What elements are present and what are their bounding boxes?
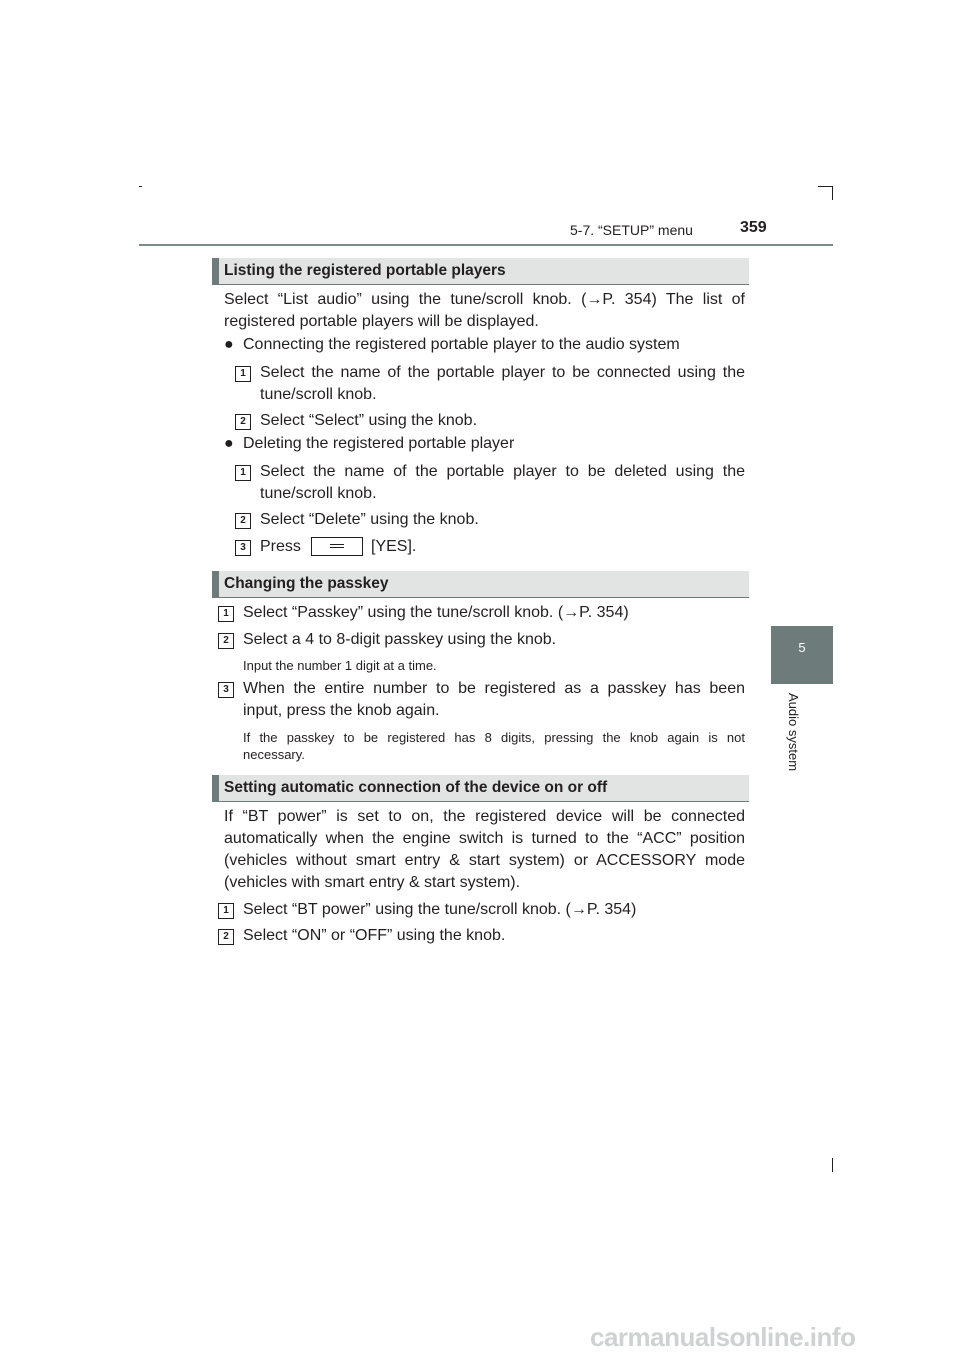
passkey-step3-note-line1: If the passkey to be registered has 8 digits, pressing the knob again is not (243, 730, 745, 745)
step-number-box: 1 (218, 606, 234, 622)
page-number: 359 (740, 219, 767, 236)
crop-mark-top-right (832, 186, 833, 200)
connect-step1-line2: tune/scroll knob. (260, 386, 377, 403)
chapter-tab (771, 626, 833, 684)
section-bar-passkey (212, 571, 749, 598)
chapter-number: 5 (798, 640, 806, 655)
auto-intro-line1: If “BT power” is set to on, the registered device will be connected (224, 808, 745, 825)
step-number-box: 2 (235, 513, 251, 529)
step-number-box: 2 (218, 929, 234, 945)
section-title-listing: Listing the registered portable players (224, 262, 506, 279)
listing-intro-line1: Select “List audio” using the tune/scroll knob. (→P. 354) The list of (224, 291, 745, 308)
step-number-box: 1 (218, 903, 234, 919)
auto-step1: Select “BT power” using the tune/scroll knob. (→P. 354) (243, 901, 637, 918)
crop-mark-bottom-right (832, 1158, 833, 1172)
section-title-auto-connect: Setting automatic connection of the device on or off (224, 779, 608, 796)
delete-step1-line1: Select the name of the portable player to be deleted using the (260, 463, 745, 480)
delete-step3-press: Press (260, 538, 301, 555)
passkey-step2-note: Input the number 1 digit at a time. (243, 658, 437, 673)
step-number-box: 1 (235, 465, 251, 481)
header-rule (139, 244, 833, 246)
section-title-passkey: Changing the passkey (224, 575, 389, 592)
chapter-label: Audio system (786, 693, 801, 772)
connect-step1-line1: Select the name of the portable player to be connected using the (260, 364, 745, 381)
footer-watermark: carmanualsonline.info (590, 1322, 856, 1352)
connect-step2: Select “Select” using the knob. (260, 412, 478, 429)
crop-mark-top-right-h (818, 186, 832, 187)
step-number-box: 2 (218, 633, 234, 649)
step-number-box: 1 (235, 366, 251, 382)
crop-mark-top-left (139, 186, 142, 187)
auto-intro-line2: automatically when the engine switch is turned to the “ACC” position (224, 830, 745, 847)
auto-intro-line3: (vehicles without smart entry & start system) or ACCESSORY mode (224, 852, 745, 869)
passkey-step3-note-line2: necessary. (243, 747, 305, 762)
auto-step2: Select “ON” or “OFF” using the knob. (243, 927, 506, 944)
section-header: 5-7. “SETUP” menu (570, 222, 693, 238)
delete-step1-line2: tune/scroll knob. (260, 485, 377, 502)
bullet-delete: Deleting the registered portable player (243, 435, 515, 452)
section-bar-listing (212, 258, 749, 285)
passkey-step1: Select “Passkey” using the tune/scroll knob. (→P. 354) (243, 604, 629, 621)
bullet-connect: Connecting the registered portable player to the audio system (243, 336, 680, 353)
section-bar-auto-connect (212, 775, 749, 802)
auto-intro-line4: (vehicles with smart entry & start system). (224, 874, 521, 891)
delete-step3-yes: [YES]. (371, 538, 417, 555)
bullet-icon: ● (224, 435, 234, 452)
passkey-step3-line2: input, press the knob again. (243, 702, 440, 719)
passkey-step2: Select a 4 to 8-digit passkey using the knob. (243, 631, 557, 648)
back-button-icon (311, 537, 363, 556)
listing-intro-line2: registered portable players will be displayed. (224, 313, 539, 330)
bullet-icon: ● (224, 336, 234, 353)
delete-step2: Select “Delete” using the knob. (260, 511, 479, 528)
step-number-box: 3 (235, 540, 251, 556)
step-number-box: 2 (235, 414, 251, 430)
passkey-step3-line1: When the entire number to be registered as a passkey has been (243, 680, 745, 697)
step-number-box: 3 (218, 682, 234, 698)
